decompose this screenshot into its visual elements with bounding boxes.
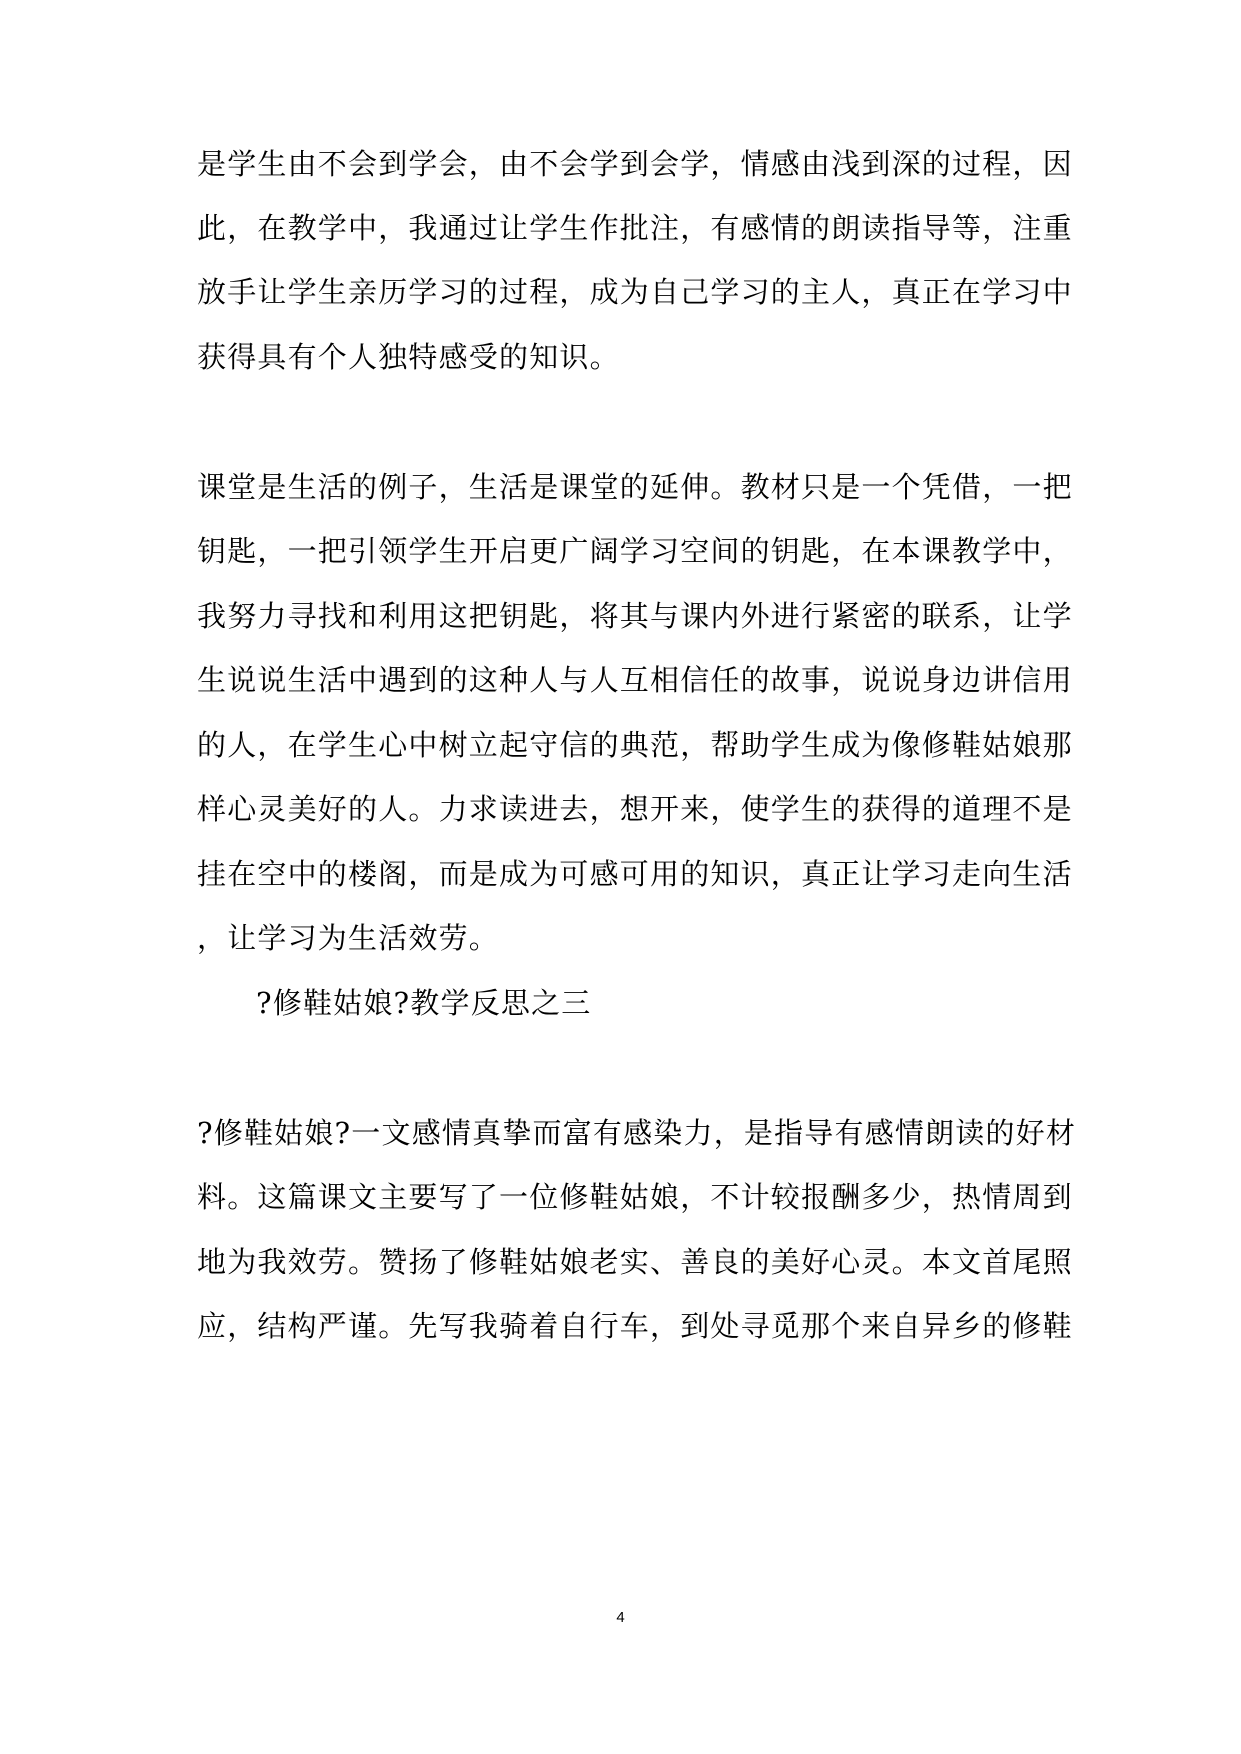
- text-line: 地为我效劳。赞扬了修鞋姑娘老实、善良的美好心灵。本文首尾照: [197, 1245, 1073, 1279]
- text-line: 此，在教学中，我通过让学生作批注，有感情的朗读指导等，注重: [197, 211, 1073, 245]
- page-number: 4: [616, 1609, 625, 1626]
- text-line: 生说说生活中遇到的这种人与人互相信任的故事，说说身边讲信用: [197, 663, 1073, 697]
- text-line: 的人，在学生心中树立起守信的典范，帮助学生成为像修鞋姑娘那: [197, 728, 1073, 762]
- text-line: ?修鞋姑娘?一文感情真挚而富有感染力，是指导有感情朗读的好材: [197, 1116, 1077, 1150]
- text-line: 我努力寻找和利用这把钥匙，将其与课内外进行紧密的联系，让学: [197, 599, 1073, 633]
- text-line: 样心灵美好的人。力求读进去，想开来，使学生的获得的道理不是: [197, 792, 1073, 826]
- text-line: 料。这篇课文主要写了一位修鞋姑娘，不计较报酬多少，热情周到: [197, 1180, 1073, 1214]
- text-line: 应，结构严谨。先写我骑着自行车，到处寻觅那个来自异乡的修鞋: [197, 1309, 1073, 1343]
- text-line: 是学生由不会到学会，由不会学到会学，情感由浅到深的过程，因: [197, 147, 1073, 181]
- text-line: 课堂是生活的例子，生活是课堂的延伸。教材只是一个凭借，一把: [197, 470, 1073, 504]
- text-line: 挂在空中的楼阁，而是成为可感可用的知识，真正让学习走向生活: [197, 857, 1073, 891]
- text-line: 获得具有个人独特感受的知识。: [197, 340, 620, 374]
- text-line: 放手让学生亲历学习的过程，成为自己学习的主人，真正在学习中: [197, 275, 1073, 309]
- text-line: ，让学习为生活效劳。: [197, 921, 500, 955]
- text-line: 钥匙，一把引领学生开启更广阔学习空间的钥匙，在本课教学中，: [197, 534, 1073, 568]
- section-heading: ?修鞋姑娘?教学反思之三: [256, 986, 592, 1020]
